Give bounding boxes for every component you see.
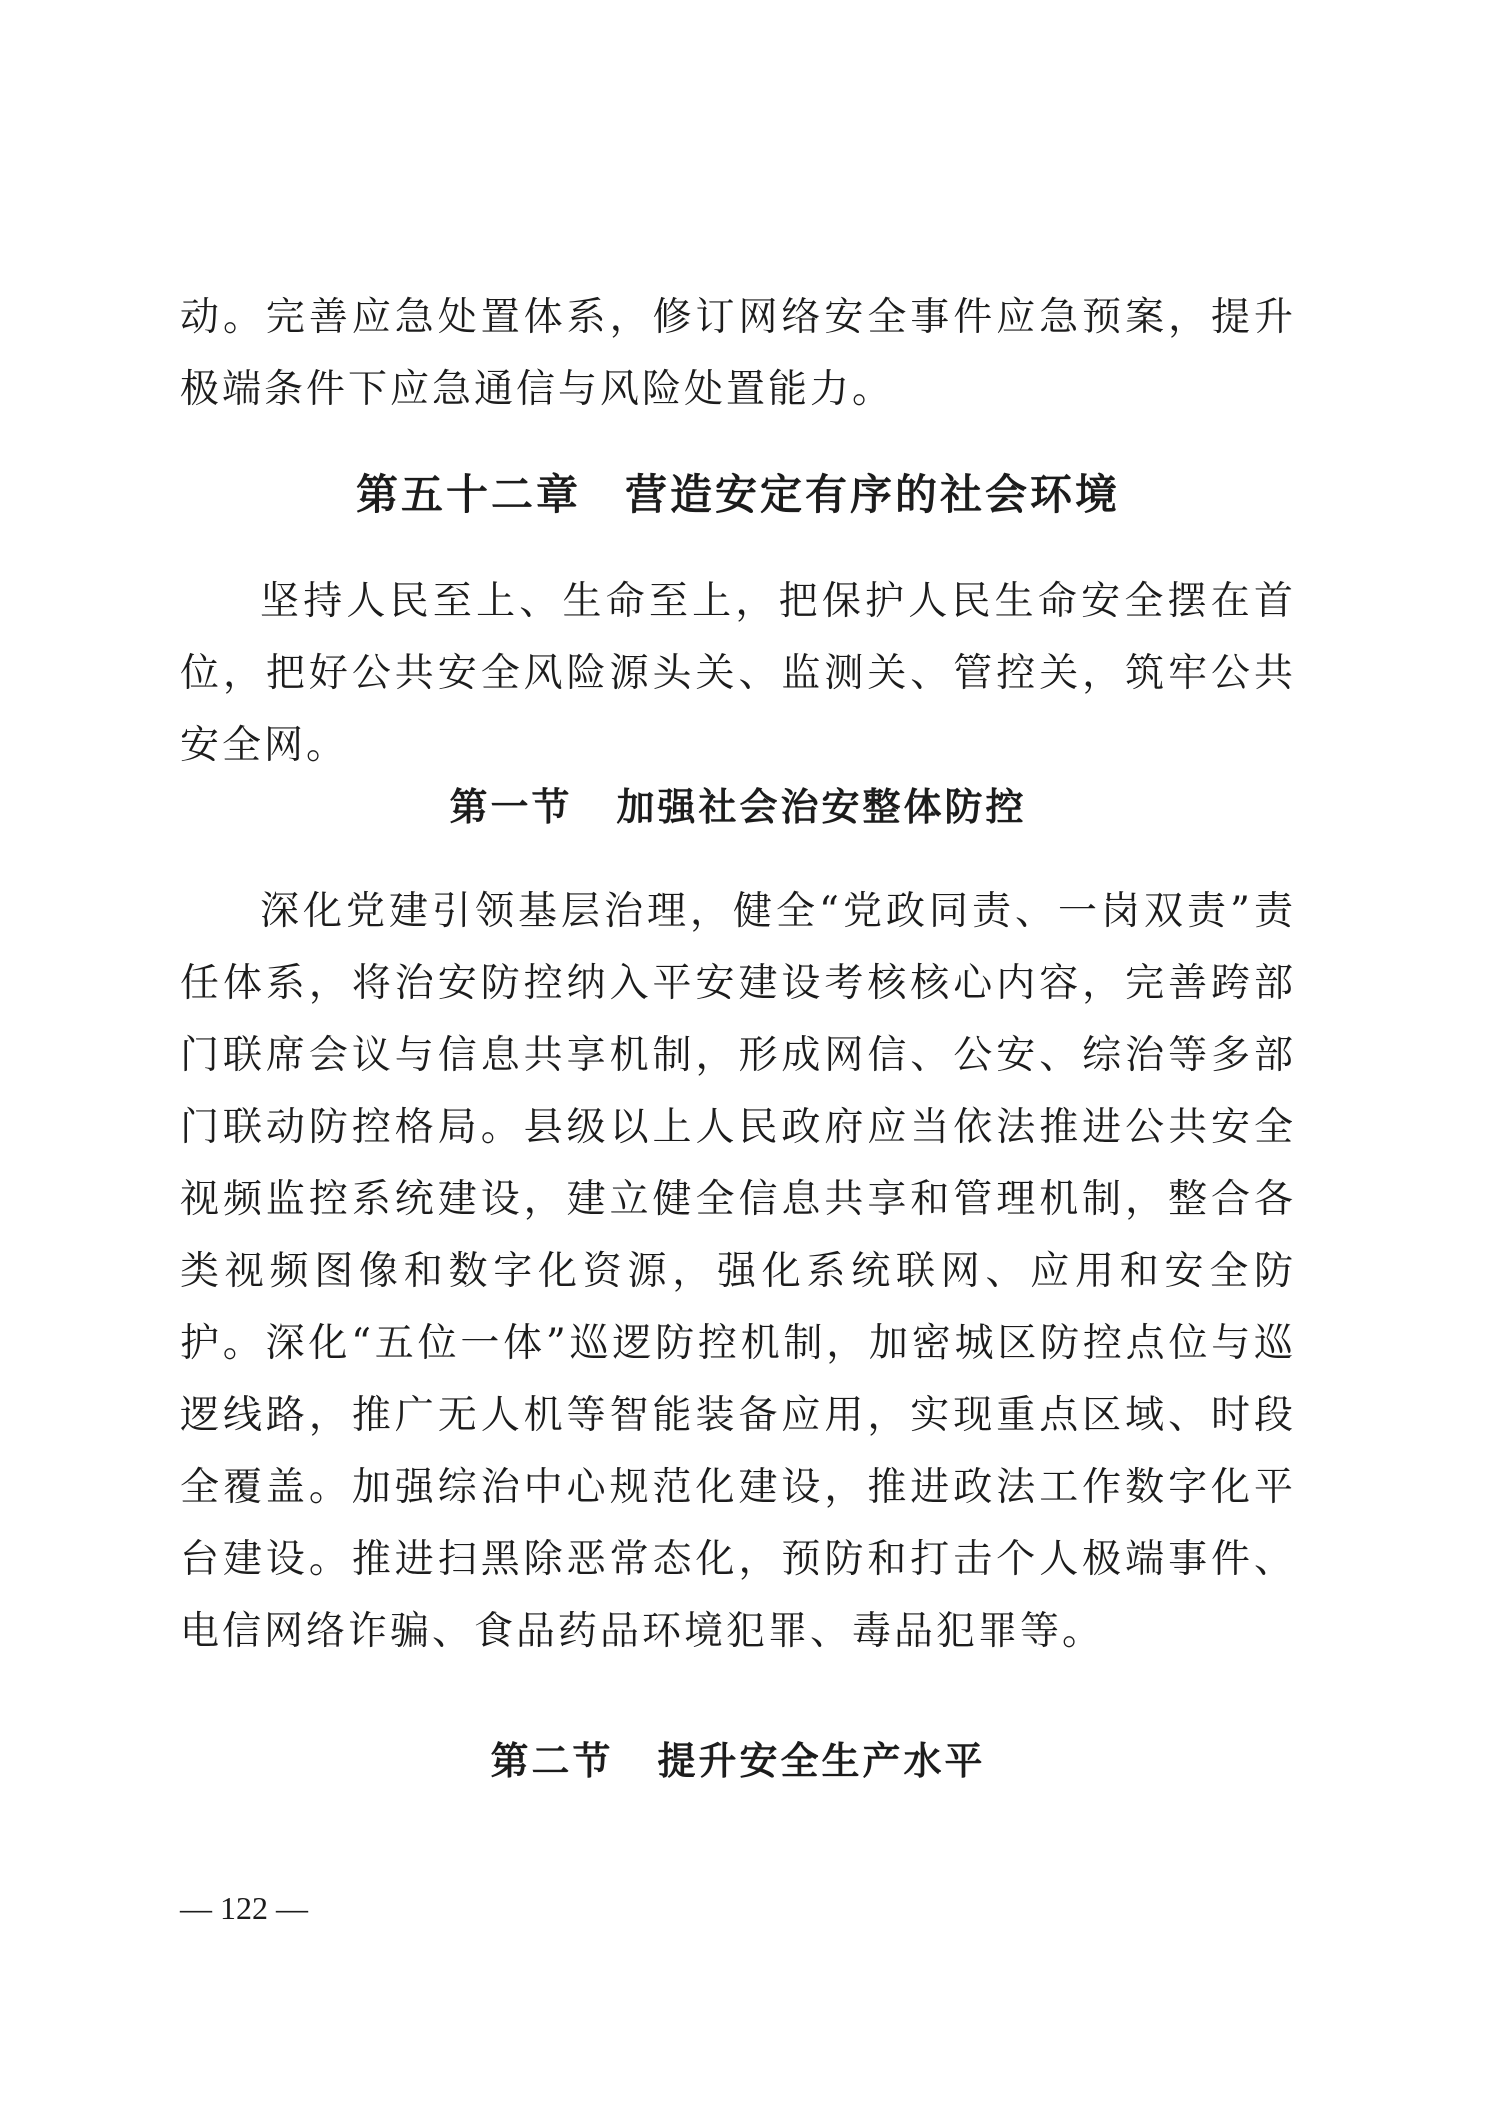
section-title: 提升安全生产水平 — [657, 1739, 986, 1783]
section-heading-1 — [180, 776, 1296, 831]
section-title: 加强社会治安整体防控 — [616, 785, 1027, 829]
section-number: 第一节 — [449, 785, 573, 829]
section-1-body-paragraph: 深化党建引领基层治理，健全“党政同责、一岗双责”责任体系，将治安防控纳入平安建设考核核心内容，完善跨部门联席会议与信息共享机制，形成网信、公安、综治等多部门联动防控格局。县级以上人民政府应当依法推进公共安全视频监控系统建设，建立健全信息共享和管理机制，整合各类视频图像和数字化资源，强化系统联网、应用和安全防护。深化“五位一体”巡逻防控机制，加密城区防控点位与巡逻线路，推广无人机等智能装备应用，实现重点区域、时段全覆盖。加强综治中心规范化建设，推进政法工作数字化平台建设。推进扫黑除恶常态化，预防和打击个人极端事件、电信网络诈骗、食品药品环境犯罪、毒品犯罪等。 — [180, 889, 1296, 1654]
chapter-intro-paragraph: 坚持人民至上、生命至上，把保护人民生命安全摆在首位，把好公共安全风险源头关、监测关、管控关，筑牢公共安全网。 — [180, 579, 1296, 768]
chapter-number: 第五十二章 — [355, 470, 581, 519]
section-number: 第二节 — [490, 1739, 614, 1783]
chapter-heading — [180, 462, 1296, 522]
chapter-title: 营造安定有序的社会环境 — [625, 470, 1121, 519]
page-number: — 122 — — [180, 1890, 308, 1926]
paragraph-continuation: 动。完善应急处置体系，修订网络安全事件应急预案，提升极端条件下应急通信与风险处置能力。 — [180, 295, 1296, 412]
section-heading-2 — [180, 1730, 1296, 1785]
